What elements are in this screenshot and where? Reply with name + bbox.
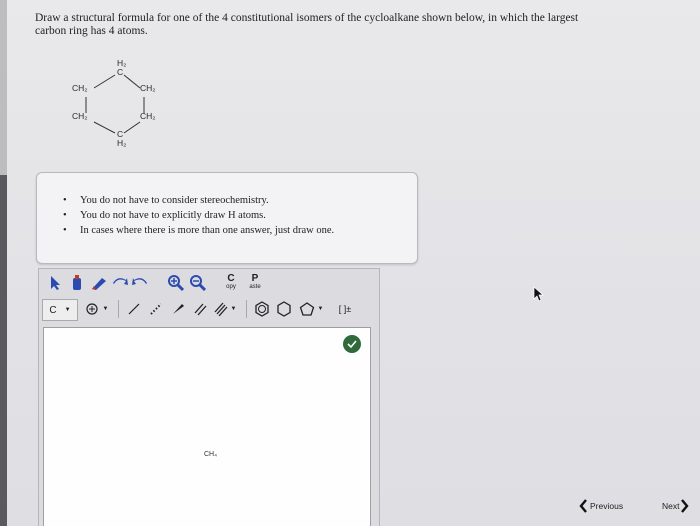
instructions-list <box>63 193 334 238</box>
paste-button[interactable] <box>244 270 266 294</box>
chevron-down-icon: ▼ <box>64 307 71 313</box>
chevron-down-icon: ▼ <box>102 306 109 312</box>
mouse-cursor-icon <box>533 286 545 302</box>
atom-lower-left: CH₂ <box>72 111 88 121</box>
toolbar-divider <box>118 300 119 318</box>
erase-tool-icon[interactable] <box>89 273 109 293</box>
next-button[interactable] <box>662 496 689 516</box>
cyclohexane-ring-icon[interactable] <box>274 299 294 319</box>
check-icon <box>347 339 357 349</box>
charge-plus-icon <box>86 303 98 315</box>
question-line-1: Draw a structural formula for one of the 4 constitutional isomers of the cycloalkane shown below, in which the largest <box>35 12 579 24</box>
next-label: Next <box>662 501 680 511</box>
lasso-tool-icon[interactable] <box>67 273 87 293</box>
toolbar-divider <box>246 300 247 318</box>
triple-bond-tool[interactable] <box>210 299 240 319</box>
instruction-item: • You do not have to consider stereochemistry. <box>63 193 334 208</box>
zoom-in-icon[interactable] <box>166 273 186 293</box>
atom-bottom-c: C <box>117 129 124 139</box>
left-scroll-thumb[interactable] <box>0 0 7 175</box>
previous-label: Previous <box>590 501 624 511</box>
chevron-down-icon: ▼ <box>317 306 324 312</box>
bracket-label: [ ]± <box>338 304 352 314</box>
atom-lower-right: CH₂ <box>140 111 156 121</box>
cyclopentane-ring-icon <box>299 301 315 317</box>
question-text <box>35 12 675 38</box>
atom-upper-left: CH₂ <box>72 83 88 93</box>
question-line-2: carbon ring has 4 atoms. <box>35 25 148 37</box>
drawing-canvas[interactable] <box>43 327 371 526</box>
zoom-out-icon[interactable] <box>188 273 208 293</box>
hashed-bond-icon[interactable] <box>146 299 166 319</box>
copy-label-top: C <box>227 272 235 284</box>
atom-upper-right: CH₂ <box>140 83 156 93</box>
chevron-right-icon <box>681 499 689 513</box>
chevron-left-icon <box>579 499 587 513</box>
bracket-tool[interactable] <box>332 299 358 319</box>
canvas-molecule-label: CH₄ <box>204 451 217 458</box>
paste-label-bottom: aste <box>249 283 261 290</box>
chevron-down-icon: ▼ <box>230 306 237 312</box>
element-label: C <box>49 304 57 316</box>
instructions-box <box>36 172 418 264</box>
undo-icon[interactable] <box>110 273 130 293</box>
cyclohexane-structure <box>60 55 190 153</box>
paste-label-top: P <box>251 272 259 284</box>
clean-structure-button[interactable] <box>343 335 361 353</box>
wedge-bond-icon[interactable] <box>168 299 188 319</box>
instruction-item: • In cases where there is more than one answer, just draw one. <box>63 223 334 238</box>
element-selector[interactable] <box>42 299 78 321</box>
redo-icon[interactable] <box>130 273 150 293</box>
benzene-ring-icon[interactable] <box>252 299 272 319</box>
cyclopentane-ring-tool[interactable] <box>296 299 326 319</box>
triple-bond-icon <box>214 302 228 316</box>
double-bond-icon[interactable] <box>190 299 210 319</box>
atom-top-c: C <box>117 67 124 77</box>
atom-top-h2: H₂ <box>117 58 127 68</box>
copy-button[interactable] <box>220 270 242 294</box>
copy-label-bottom: opy <box>226 283 236 290</box>
instruction-item: • You do not have to explicitly draw H atoms. <box>63 208 334 223</box>
select-tool-icon[interactable] <box>45 273 65 293</box>
charge-tool[interactable] <box>80 299 114 319</box>
atom-bottom-h2: H₂ <box>117 138 127 148</box>
previous-button[interactable] <box>579 496 623 516</box>
single-bond-icon[interactable] <box>124 299 144 319</box>
